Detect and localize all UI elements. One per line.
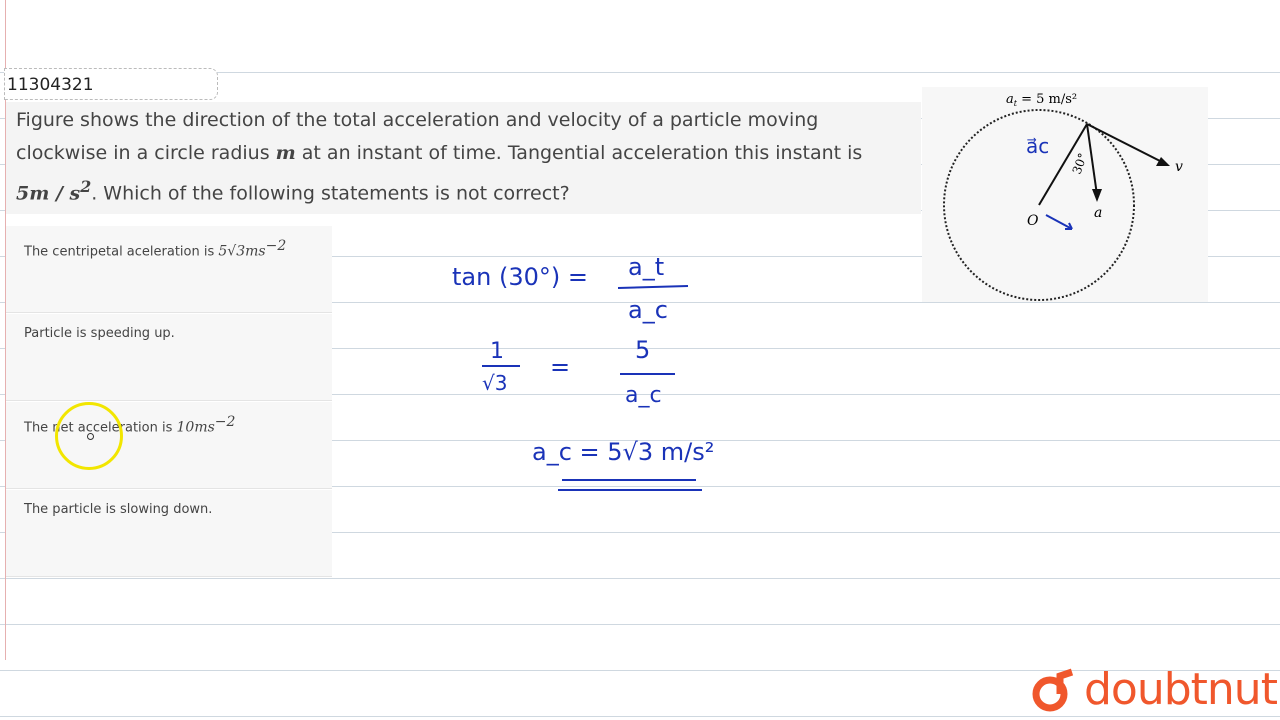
- option-d[interactable]: [6, 490, 332, 577]
- doubtnut-logo-icon: [1030, 666, 1078, 714]
- cursor-pointer: [87, 433, 94, 440]
- hw-root3: √3: [482, 371, 508, 395]
- direction-arrow: [1046, 215, 1072, 229]
- option-b[interactable]: [6, 314, 332, 401]
- angle-label: 30°: [1069, 151, 1091, 177]
- math: 5m / s: [16, 182, 81, 205]
- question-id: 11304321: [4, 68, 218, 100]
- math: 5√3ms: [218, 243, 266, 260]
- question-text: [6, 102, 921, 214]
- option-c[interactable]: [6, 402, 332, 489]
- hw-result: a_c = 5√3 m/s²: [532, 438, 715, 466]
- hw-five: 5: [635, 336, 651, 364]
- doubtnut-logo-text: doubtnut: [1084, 664, 1277, 715]
- question-line: at an instant of time. Tangential acceleration this instant is: [295, 142, 863, 164]
- v-label: v: [1175, 159, 1183, 175]
- option-text: The net acceleration is: [24, 420, 177, 436]
- a-label: a: [1094, 205, 1103, 221]
- doubtnut-logo: [1030, 664, 1277, 715]
- hw-ac2: a_c: [625, 383, 662, 408]
- hw-at: a_t: [628, 253, 665, 281]
- question-line: Figure shows the direction of the total acceleration and velocity of a particle moving: [16, 109, 819, 131]
- ac-handwritten: a⃗c: [1026, 134, 1050, 158]
- option-text: The particle is slowing down.: [24, 502, 213, 517]
- hw-ac: a_c: [628, 296, 668, 324]
- handwritten-solution: [420, 240, 820, 500]
- hw-eq: =: [550, 353, 571, 381]
- question-line: . Which of the following statements is not correct?: [91, 182, 570, 205]
- option-a[interactable]: [6, 226, 332, 313]
- o-label: O: [1027, 213, 1039, 229]
- math: 10ms: [176, 419, 215, 436]
- math: 2: [80, 177, 92, 196]
- question-line: clockwise in a circle radius: [16, 142, 276, 164]
- options-list: [6, 226, 332, 578]
- math: −2: [214, 414, 236, 430]
- option-text: The centripetal aceleration is: [24, 244, 219, 260]
- math: −2: [265, 238, 287, 254]
- circle-figure: [922, 87, 1208, 302]
- velocity-arrow: [1087, 124, 1162, 162]
- hw-tan: tan (30°) =: [452, 263, 588, 291]
- option-text: Particle is speeding up.: [24, 326, 175, 341]
- at-label: $a_t = 5$ m/s²: [1006, 92, 1078, 108]
- math: m: [275, 142, 296, 164]
- hw-one: 1: [490, 339, 504, 364]
